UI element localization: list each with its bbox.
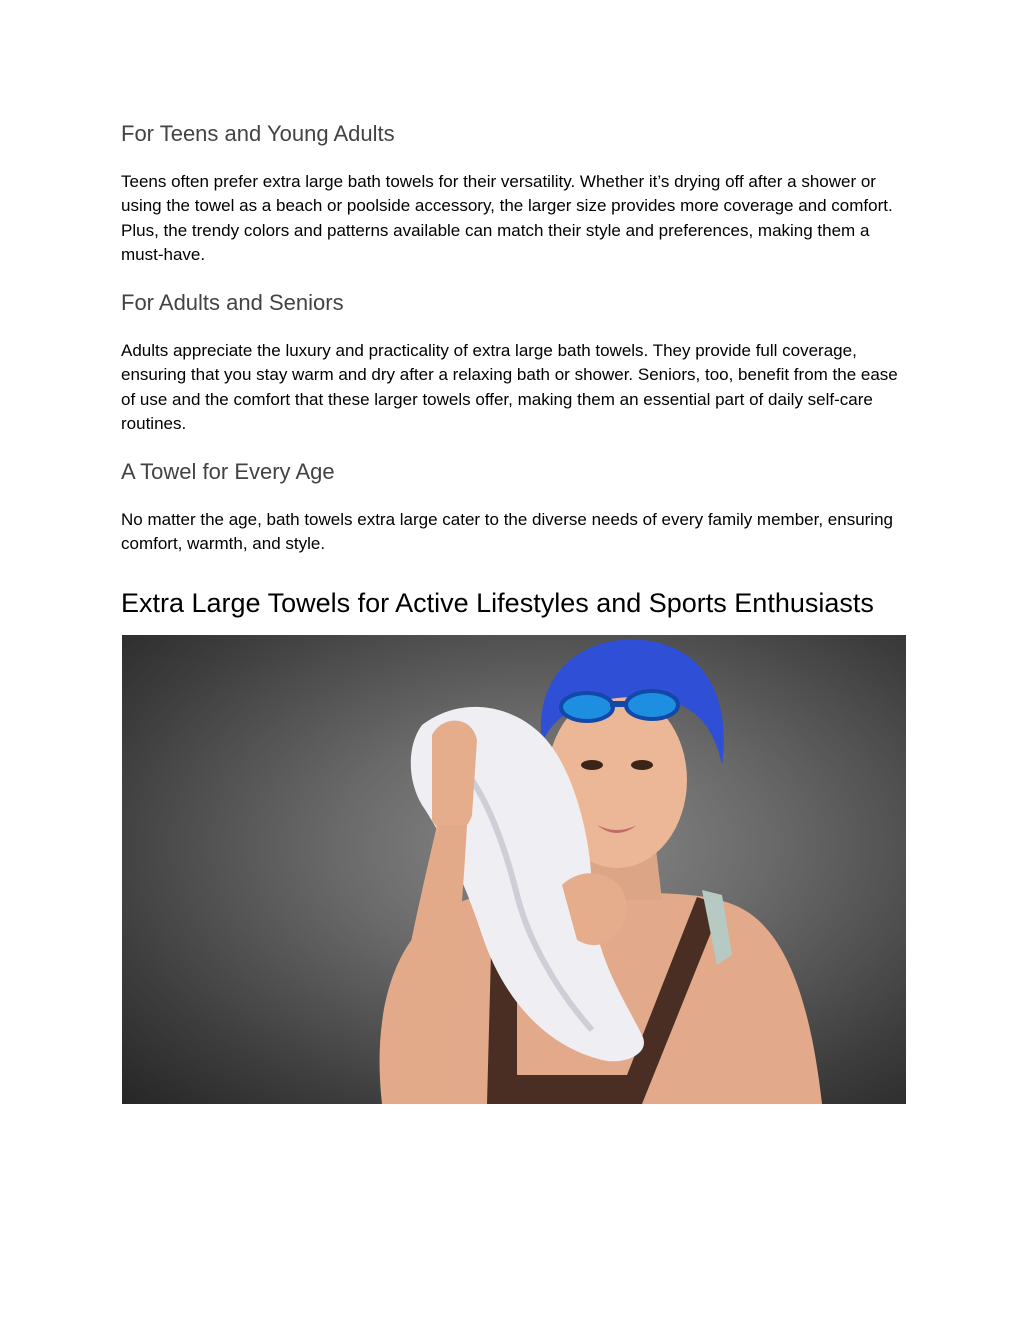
section-body-teens: Teens often prefer extra large bath towels for their versatility. Whether it’s drying off after a shower or using the towel as a beach or poolside accessory, the larger size provides more coverage and comfort. Plus, the trendy colors and patterns available can match their style and preferences, making them a must-have. [121,172,893,264]
swimmer-towel-photo [122,635,906,1104]
goggle-bridge-shape [610,701,628,707]
swimmer-illustration [122,635,906,1104]
section-body-adults: Adults appreciate the luxury and practicality of extra large bath towels. They provide full coverage, ensuring that you stay warm and dry after a relaxing bath or shower. Seniors, too, benefit from the ease of use and the comfort that these larger towels offer, making them an essential part of daily self-care routines. [121,341,898,433]
right-eye-shape [631,760,653,770]
main-heading: Extra Large Towels for Active Lifestyles and Sports Enthusiasts [121,588,874,618]
section-body-every-age: No matter the age, bath towels extra large cater to the diverse needs of every family member, ensuring comfort, warmth, and style. [121,510,893,554]
goggle-left-shape [561,693,613,721]
goggle-right-shape [626,691,678,719]
section-heading-adults: For Adults and Seniors [121,290,344,315]
left-eye-shape [581,760,603,770]
left-hand-shape [432,721,477,833]
section-heading-teens: For Teens and Young Adults [121,121,395,146]
section-heading-every-age: A Towel for Every Age [121,459,335,484]
